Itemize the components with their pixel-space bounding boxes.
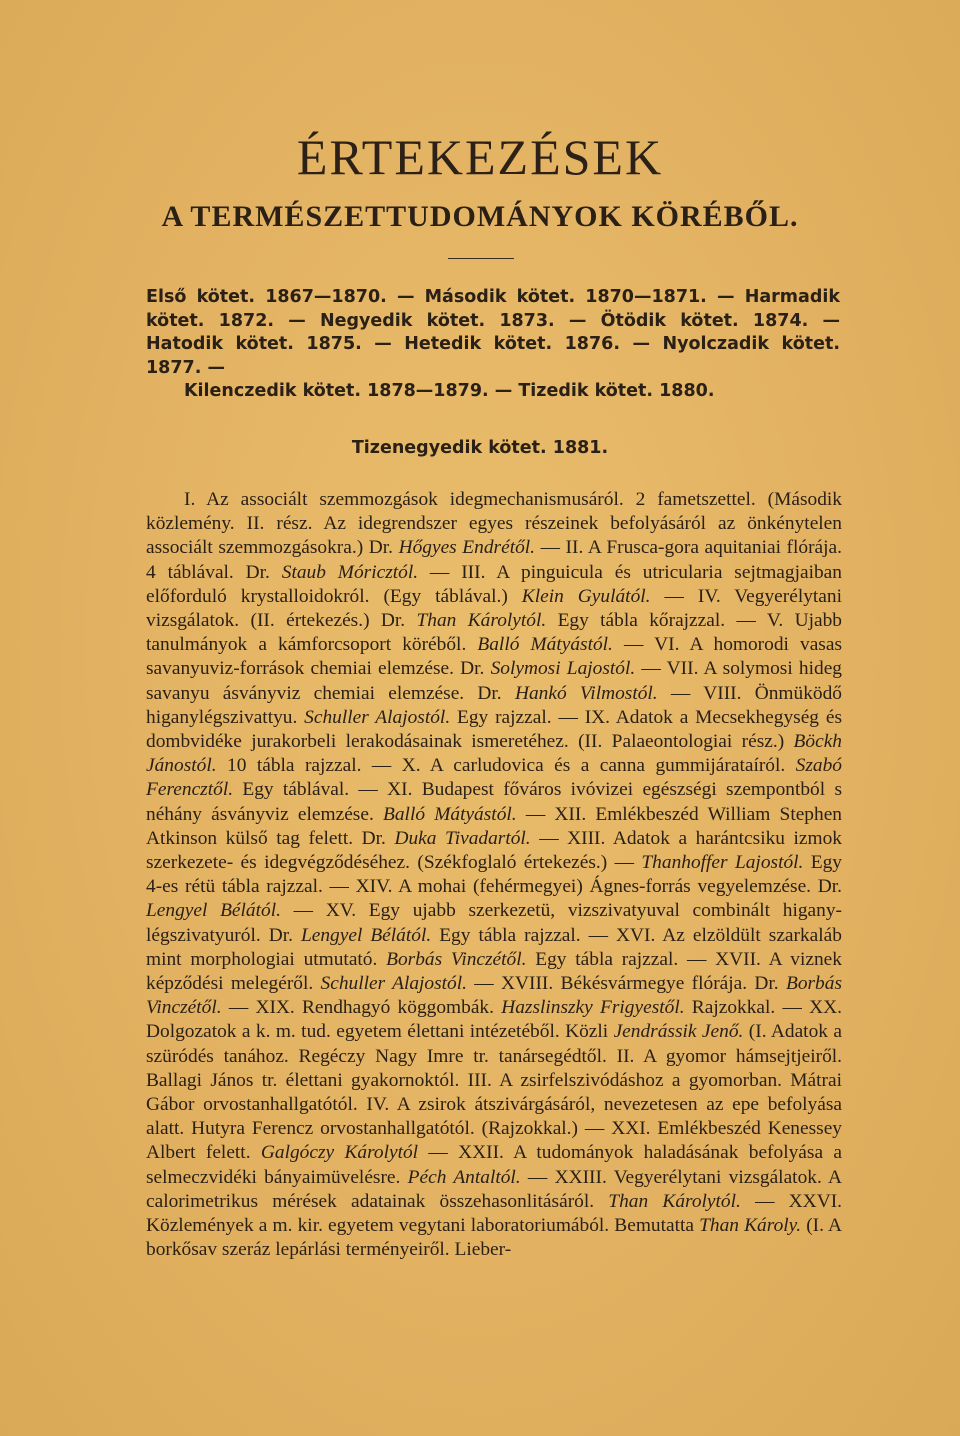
author-name: Hazslinszky Frigyestől. [501, 997, 685, 1019]
contents-text: Egy táblával. — XI. Budapest főváros ivóvizei egészségi szempontból s néhány ásványviz elemzése. [146, 779, 842, 825]
contents-text: — XIII. Adatok a harántcsiku izmok szerkezete- és idegvégződéséhez. (Székfoglaló értekezés.) — [146, 827, 842, 874]
contents-text: — II. A Frusca-gora aquitaniai flórája. 4 táblával. Dr. [146, 537, 842, 583]
contents-text: Egy tábla rajzzal. — XVI. Az elzöldült szarkaláb mint morphologiai utmutató. [146, 924, 842, 970]
contents-text: — XIX. Rendhagyó köggombák. [221, 997, 502, 1019]
contents-text: 10 tábla rajzzal. — X. A carludovica és a canna gummijárataíról. [216, 755, 796, 777]
contents-text: (I. A borkősav szeráz lepárlási terményeiről. Lieber- [146, 1215, 843, 1261]
volume-11-heading: Tizenegyedik kötet. 1881. [351, 438, 609, 458]
author-name: Péch Antaltól. [407, 1166, 521, 1188]
volume-list-text: Első kötet. 1867—1870. — Második kötet. 1870—1871. — Harmadik kötet. 1872. — Negyedik kötet. 1873. — Ötödik kötet. 1874. — Hatodik kötet. 1875. — Hetedik kötet. 1876. — Nyolczadik kötet. 1877. — [146, 287, 840, 378]
contents-text: Egy 4-es rétü tábla rajzzal. — XIV. A mohai (fehérmegyei) Ágnes-forrás vegyelemzése. Dr. [146, 852, 843, 898]
author-name: Hankó Vilmostól. [514, 682, 658, 704]
contents-text: — XXIII. Vegyerélytani vizsgálatok. A calorimetrikus mérések adatainak összehasonlitásáról. [146, 1166, 842, 1212]
volume-11-contents [146, 488, 842, 1263]
page-title: ÉRTEKEZÉSEK [296, 129, 664, 185]
author-name: Schuller Alajostól. [320, 973, 467, 995]
author-name: Balló Mátyástól. [477, 634, 613, 656]
author-name: Lengyel Bélától. [146, 900, 281, 922]
author-name: Duka Tivadartól. [394, 827, 531, 849]
contents-text: I. Az associált szemmozgások idegmechanismusáról. 2 fametszettel. (Második közlemény. II. rész. Az idegrendszer egyes részeinek befolyásáról az önkénytelen associált szemmozgásokra.) Dr. [146, 489, 842, 559]
contents-text: (I. Adatok a szüródés tanához. Regéczy Nagy Imre tr. tanársegédtől. II. A gyomor hámsejtjeiről. Ballagi János tr. élettani gyakornoktól. III. A zsirfelszivódáshoz a gyomorban. Mátrai Gábor orvostanhallgatótól. IV. A zsirok átszivárgásáról, nevezetesen az epe befolyása alatt. Hutyra Ferencz orvostanhallgatótól. (Rajzokkal.) — XXI. Emlékbeszéd Kenessey Albert felett. [146, 1021, 842, 1164]
author-name: Klein Gyulától. [521, 585, 651, 607]
contents-text: — XXVI. Közlemények a m. kir. egyetem vegytani laboratoriumából. Bemutatta [146, 1190, 842, 1237]
contents-text: — XVIII. Békésvármegye flórája. Dr. [466, 973, 786, 995]
volume-list [146, 286, 840, 404]
author-name: Balló Mátyástól. [383, 803, 517, 825]
author-name: Staub Móricztól. [281, 561, 419, 583]
author-name: Hőgyes Endrétől. [398, 537, 536, 559]
contents-text: — VI. A homorodi vasas savanyuviz-források chemiai elemzése. Dr. [146, 634, 842, 680]
contents-text: — XXII. A tudományok haladásának befolyása a selmeczvidéki bányaimüvelésre. [146, 1142, 842, 1188]
contents-text: Rajzokkal. — XX. Dolgozatok a k. m. tud. egyetem élettani intézetéből. Közli [146, 997, 842, 1043]
contents-text: — VII. A solymosi hideg savanyu ásványviz chemiai elemzése. Dr. [146, 658, 842, 704]
author-name: Than Károlytól. [416, 610, 547, 632]
title-divider [448, 258, 514, 259]
author-name: Than Károly. [699, 1215, 802, 1237]
volume-list-last-line: Kilenczedik kötet. 1878—1879. — Tizedik kötet. 1880. [184, 381, 715, 402]
author-name: Borbás Vinczétől. [386, 948, 527, 970]
contents-text: Egy tábla kőrajzzal. — V. Ujabb tanulmányok a kámforcsoport köréből. [146, 610, 842, 656]
author-name: Lengyel Bélától. [300, 924, 432, 946]
author-name: Solymosi Lajostól. [490, 658, 636, 680]
author-name: Thanhoffer Lajostól. [641, 852, 804, 874]
contents-text: — VIII. Önmüködő higanylégszivattyu. [146, 682, 842, 728]
author-name: Böckh Jánostól. [146, 731, 842, 777]
author-name: Schuller Alajostól. [304, 706, 451, 728]
author-name: Szabó Ferencztől. [146, 755, 842, 801]
contents-text: — IV. Vegyerélytani vizsgálatok. (II. értekezés.) Dr. [146, 585, 842, 632]
author-name: Than Károlytól. [608, 1190, 741, 1212]
contents-text: Egy tábla rajzzal. — XVII. A viznek képződési melegéről. [146, 948, 842, 995]
contents-text: — III. A pinguicula és utricularia sejtmagjaiban előforduló krystalloidokról. (Egy táblával.) [146, 561, 842, 607]
author-name: Jendrássik Jenő. [613, 1021, 744, 1043]
contents-text: — XV. Egy ujabb szerkezetü, vizszivatyuval combinált higany-légszivatyuról. Dr. [146, 900, 842, 946]
page-subtitle: A TERMÉSZETTUDOMÁNYOK KÖRÉBŐL. [161, 200, 799, 233]
contents-text: — XII. Emlékbeszéd William Stephen Atkinson külső tag felett. Dr. [146, 803, 843, 849]
author-name: Borbás Vinczétől. [146, 973, 842, 1019]
author-name: Galgóczy Károlytól [260, 1142, 419, 1164]
contents-text: Egy rajzzal. — IX. Adatok a Mecsekhegység és dombvidéke jurakorbeli lerakodásainak ismeretéhez. (II. Palaeontologiai rész.) [146, 706, 842, 753]
